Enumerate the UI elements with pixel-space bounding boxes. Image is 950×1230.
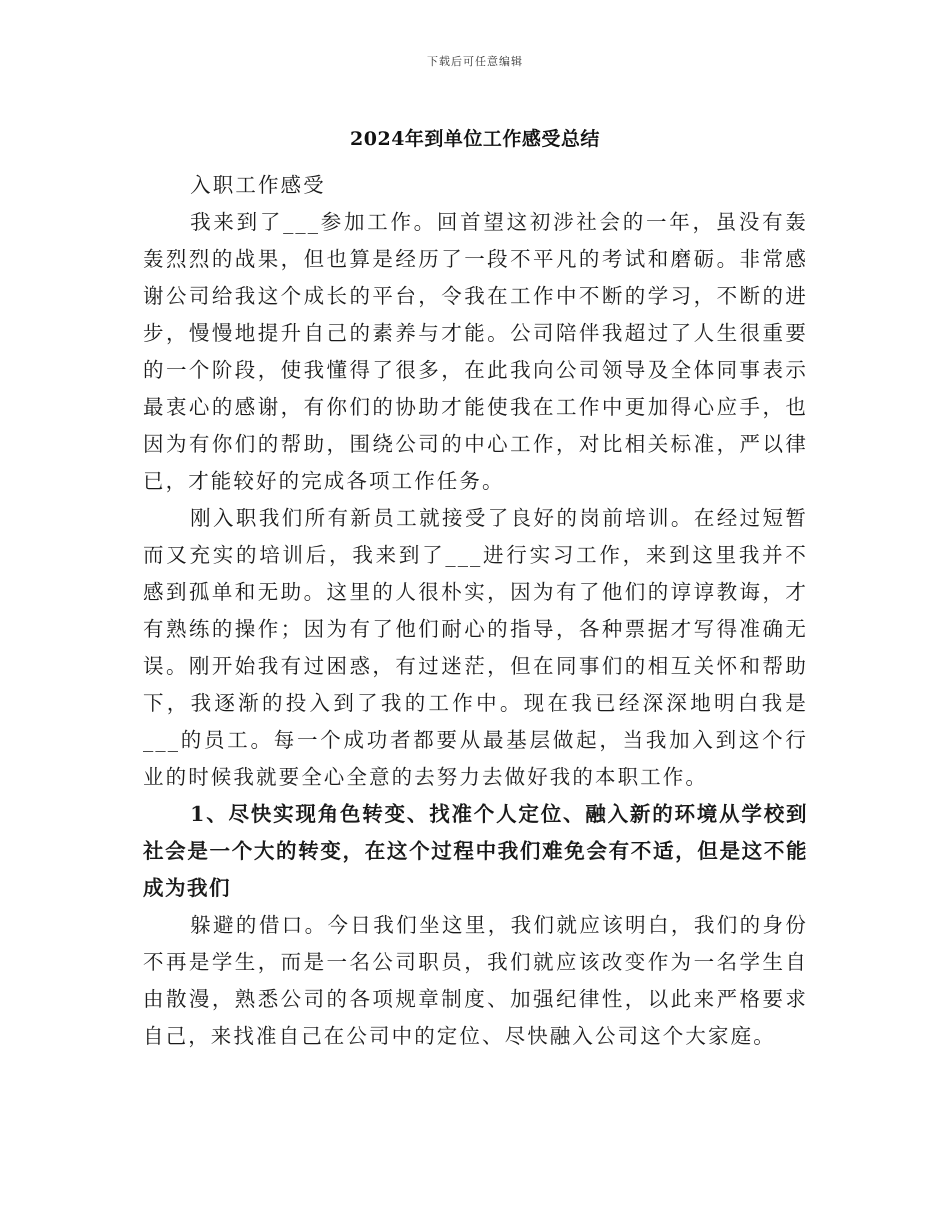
paragraph: 我来到了___参加工作。回首望这初涉社会的一年，虽没有轰轰烈烈的战果，但也算是经历了一段不平凡的考试和磨砺。非常感谢公司给我这个成长的平台，令我在工作中不断的学习，不断的进步，慢慢地提升自己的素养与才能。公司陪伴我超过了人生很重要的一个阶段，使我懂得了很多，在此我向公司领导及全体同事表示最衷心的感谢，有你们的协助才能使我在工作中更加得心应手，也因为有你们的帮助，围绕公司的中心工作，对比相关标准，严以律已，才能较好的完成各项工作任务。 (143, 210, 808, 493)
document-title: 2024年到单位工作感受总结 (350, 128, 600, 150)
section-heading: 1、尽快实现角色转变、找准个人定位、融入新的环境从学校到社会是一个大的转变，在这个过程中我们难免会有不适，但是这不能成为我们 (143, 802, 808, 900)
section-label: 入职工作感受 (190, 173, 326, 197)
document-body (143, 167, 808, 1055)
paragraph: 刚入职我们所有新员工就接受了良好的岗前培训。在经过短暂而又充实的培训后，我来到了___进行实习工作，来到这里我并不感到孤单和无助。这里的人很朴实，因为有了他们的谆谆教诲，才有熟练的操作；因为有了他们耐心的指导，各种票据才写得准确无误。刚开始我有过困惑，有过迷茫，但在同事们的相互关怀和帮助下，我逐渐的投入到了我的工作中。现在我已经深深地明白我是___的员工。每一个成功者都要从最基层做起，当我加入到这个行业的时候我就要全心全意的去努力去做好我的本职工作。 (143, 506, 808, 789)
page-header-note: 下载后可任意编辑 (427, 55, 523, 68)
paragraph: 躲避的借口。今日我们坐这里，我们就应该明白，我们的身份不再是学生，而是一名公司职员，我们就应该改变作为一名学生自由散漫，熟悉公司的各项规章制度、加强纪律性，以此来严格要求自己，来找准自己在公司中的定位、尽快融入公司这个大家庭。 (143, 913, 808, 1048)
